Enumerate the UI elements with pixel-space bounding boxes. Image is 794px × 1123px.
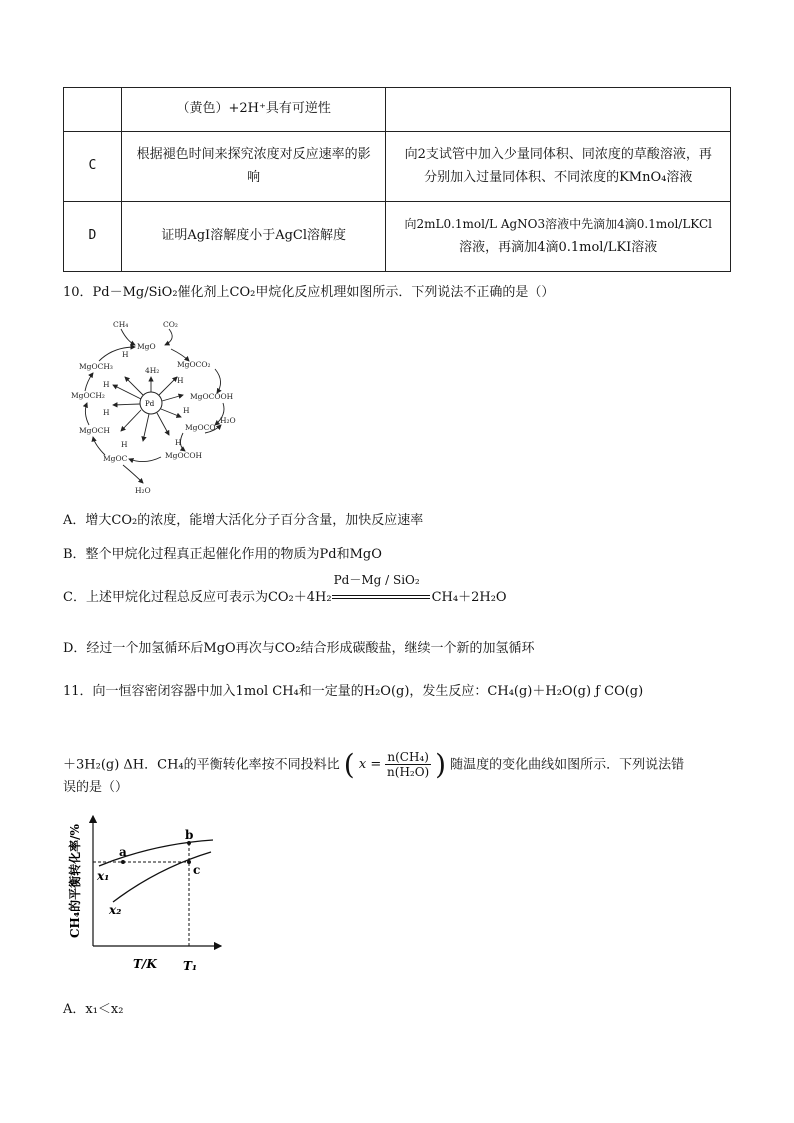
ratio-fraction xyxy=(385,750,431,780)
cell-text: 溶液，再滴加4滴0.1mol/LKI溶液 xyxy=(459,239,658,255)
label-h: H xyxy=(175,438,182,447)
option-c-prefix: C．上述甲烷化过程总反应可表示为CO₂＋4H₂ xyxy=(63,590,332,605)
label-t1: T₁ xyxy=(183,959,198,973)
label-h2o-right: H₂O xyxy=(220,416,236,425)
row-label-c: C xyxy=(64,132,122,202)
experiment-table xyxy=(63,87,731,272)
label-x1: x₁ xyxy=(97,869,110,883)
table-cell xyxy=(64,88,122,132)
reaction-arrow xyxy=(332,572,432,605)
label-b: b xyxy=(185,828,194,842)
label-h: H xyxy=(122,350,129,359)
equals-line xyxy=(332,598,430,599)
x-equals: x = xyxy=(358,757,382,772)
label-mgoch3: MgOCH₃ xyxy=(79,362,113,371)
cell-text: 根据褪色时间来探究浓度对反应速率的影 xyxy=(136,146,371,162)
question-11-line1: 11．向一恒容密闭容器中加入1mol CH₄和一定量的H₂O(g)，发生反应：CH₄(g)＋H₂O(g) ƒ CO(g) xyxy=(63,684,644,699)
cell-text: 响 xyxy=(247,169,261,185)
label-4h2: 4H₂ xyxy=(145,366,160,375)
q10-option-c xyxy=(63,572,507,606)
label-h: H xyxy=(121,440,128,449)
paren-right: ) xyxy=(435,748,446,781)
label-mgoco: MgOCO xyxy=(185,423,216,432)
label-mgoco2: MgOCO₂ xyxy=(177,360,211,369)
equals-line xyxy=(332,595,430,596)
label-h2o-bottom: H₂O xyxy=(135,486,151,495)
label-h: H xyxy=(103,408,110,417)
label-h: H xyxy=(177,376,184,385)
table-cell xyxy=(386,202,731,272)
mechanism-diagram xyxy=(65,315,255,500)
label-co2: CO₂ xyxy=(163,320,178,329)
table-row xyxy=(64,132,731,202)
table-cell: 证明AgI溶解度小于AgCl溶解度 xyxy=(121,202,386,272)
table-row xyxy=(64,88,731,132)
label-c: c xyxy=(193,863,201,877)
q10-option-b: B．整个甲烷化过程真正起催化作用的物质为Pd和MgO xyxy=(63,547,382,562)
cell-text: 向2mL0.1mol/L AgNO3溶液中先滴加4滴0.1mol/LKCl xyxy=(404,216,712,231)
q11-line2-post: 随温度的变化曲线如图所示．下列说法错 xyxy=(450,757,685,773)
label-mgocooh: MgOCOOH xyxy=(190,392,234,401)
label-h: H xyxy=(103,380,110,389)
fraction-denominator: n(H₂O) xyxy=(387,765,430,780)
curve-x2 xyxy=(113,852,211,902)
q11-option-a: A．x₁＜x₂ xyxy=(63,1002,124,1017)
q10-option-d: D．经过一个加氢循环后MgO再次与CO₂结合形成碳酸盐，继续一个新的加氢循环 xyxy=(63,641,535,656)
point-c xyxy=(187,860,191,864)
label-ch4: CH₄ xyxy=(113,320,129,329)
row-label-d: D xyxy=(64,202,122,272)
label-mgo: MgO xyxy=(137,342,156,351)
question-10-stem: 10．Pd－Mg/SiO₂催化剂上CO₂甲烷化反应机理如图所示．下列说法不正确的是（） xyxy=(63,285,555,300)
label-mgoch: MgOCH xyxy=(79,426,110,435)
label-pd: Pd xyxy=(145,400,155,408)
label-mgocoh: MgOCOH xyxy=(165,451,203,460)
cell-text: 向2支试管中加入少量同体积、同浓度的草酸溶液，再 xyxy=(404,146,712,162)
label-mgoc: MgOC xyxy=(103,454,128,463)
table-cell xyxy=(386,132,731,202)
table-cell: （黄色）+2H⁺具有可逆性 xyxy=(121,88,386,132)
question-11-line3: 误的是（） xyxy=(63,780,129,795)
q10-option-a: A．增大CO₂的浓度，能增大活化分子百分含量，加快反应速率 xyxy=(63,513,424,528)
label-x2: x₂ xyxy=(109,903,122,917)
table-row xyxy=(64,202,731,272)
paren-left: ( xyxy=(343,748,355,781)
table-cell xyxy=(386,88,731,132)
question-11-line2 xyxy=(63,748,684,782)
y-axis-label: CH₄的平衡转化率/% xyxy=(68,824,82,938)
point-a xyxy=(121,860,125,864)
hydrogen-arrows xyxy=(113,377,183,441)
q11-line2-pre: ＋3H₂(g) ΔH．CH₄的平衡转化率按不同投料比 xyxy=(63,757,340,773)
table-cell xyxy=(121,132,386,202)
conversion-graph xyxy=(63,810,228,995)
cell-text: 分别加入过量同体积、不同浓度的KMnO₄溶液 xyxy=(424,169,693,185)
label-mgoch2: MgOCH₂ xyxy=(71,391,105,400)
option-c-suffix: CH₄＋2H₂O xyxy=(431,590,507,605)
x-axis-label: T/K xyxy=(133,957,157,971)
reaction-condition: Pd－Mg / SiO₂ xyxy=(333,572,420,587)
label-a: a xyxy=(119,845,127,859)
label-h: H xyxy=(183,406,190,415)
fraction-numerator: n(CH₄) xyxy=(387,749,429,764)
